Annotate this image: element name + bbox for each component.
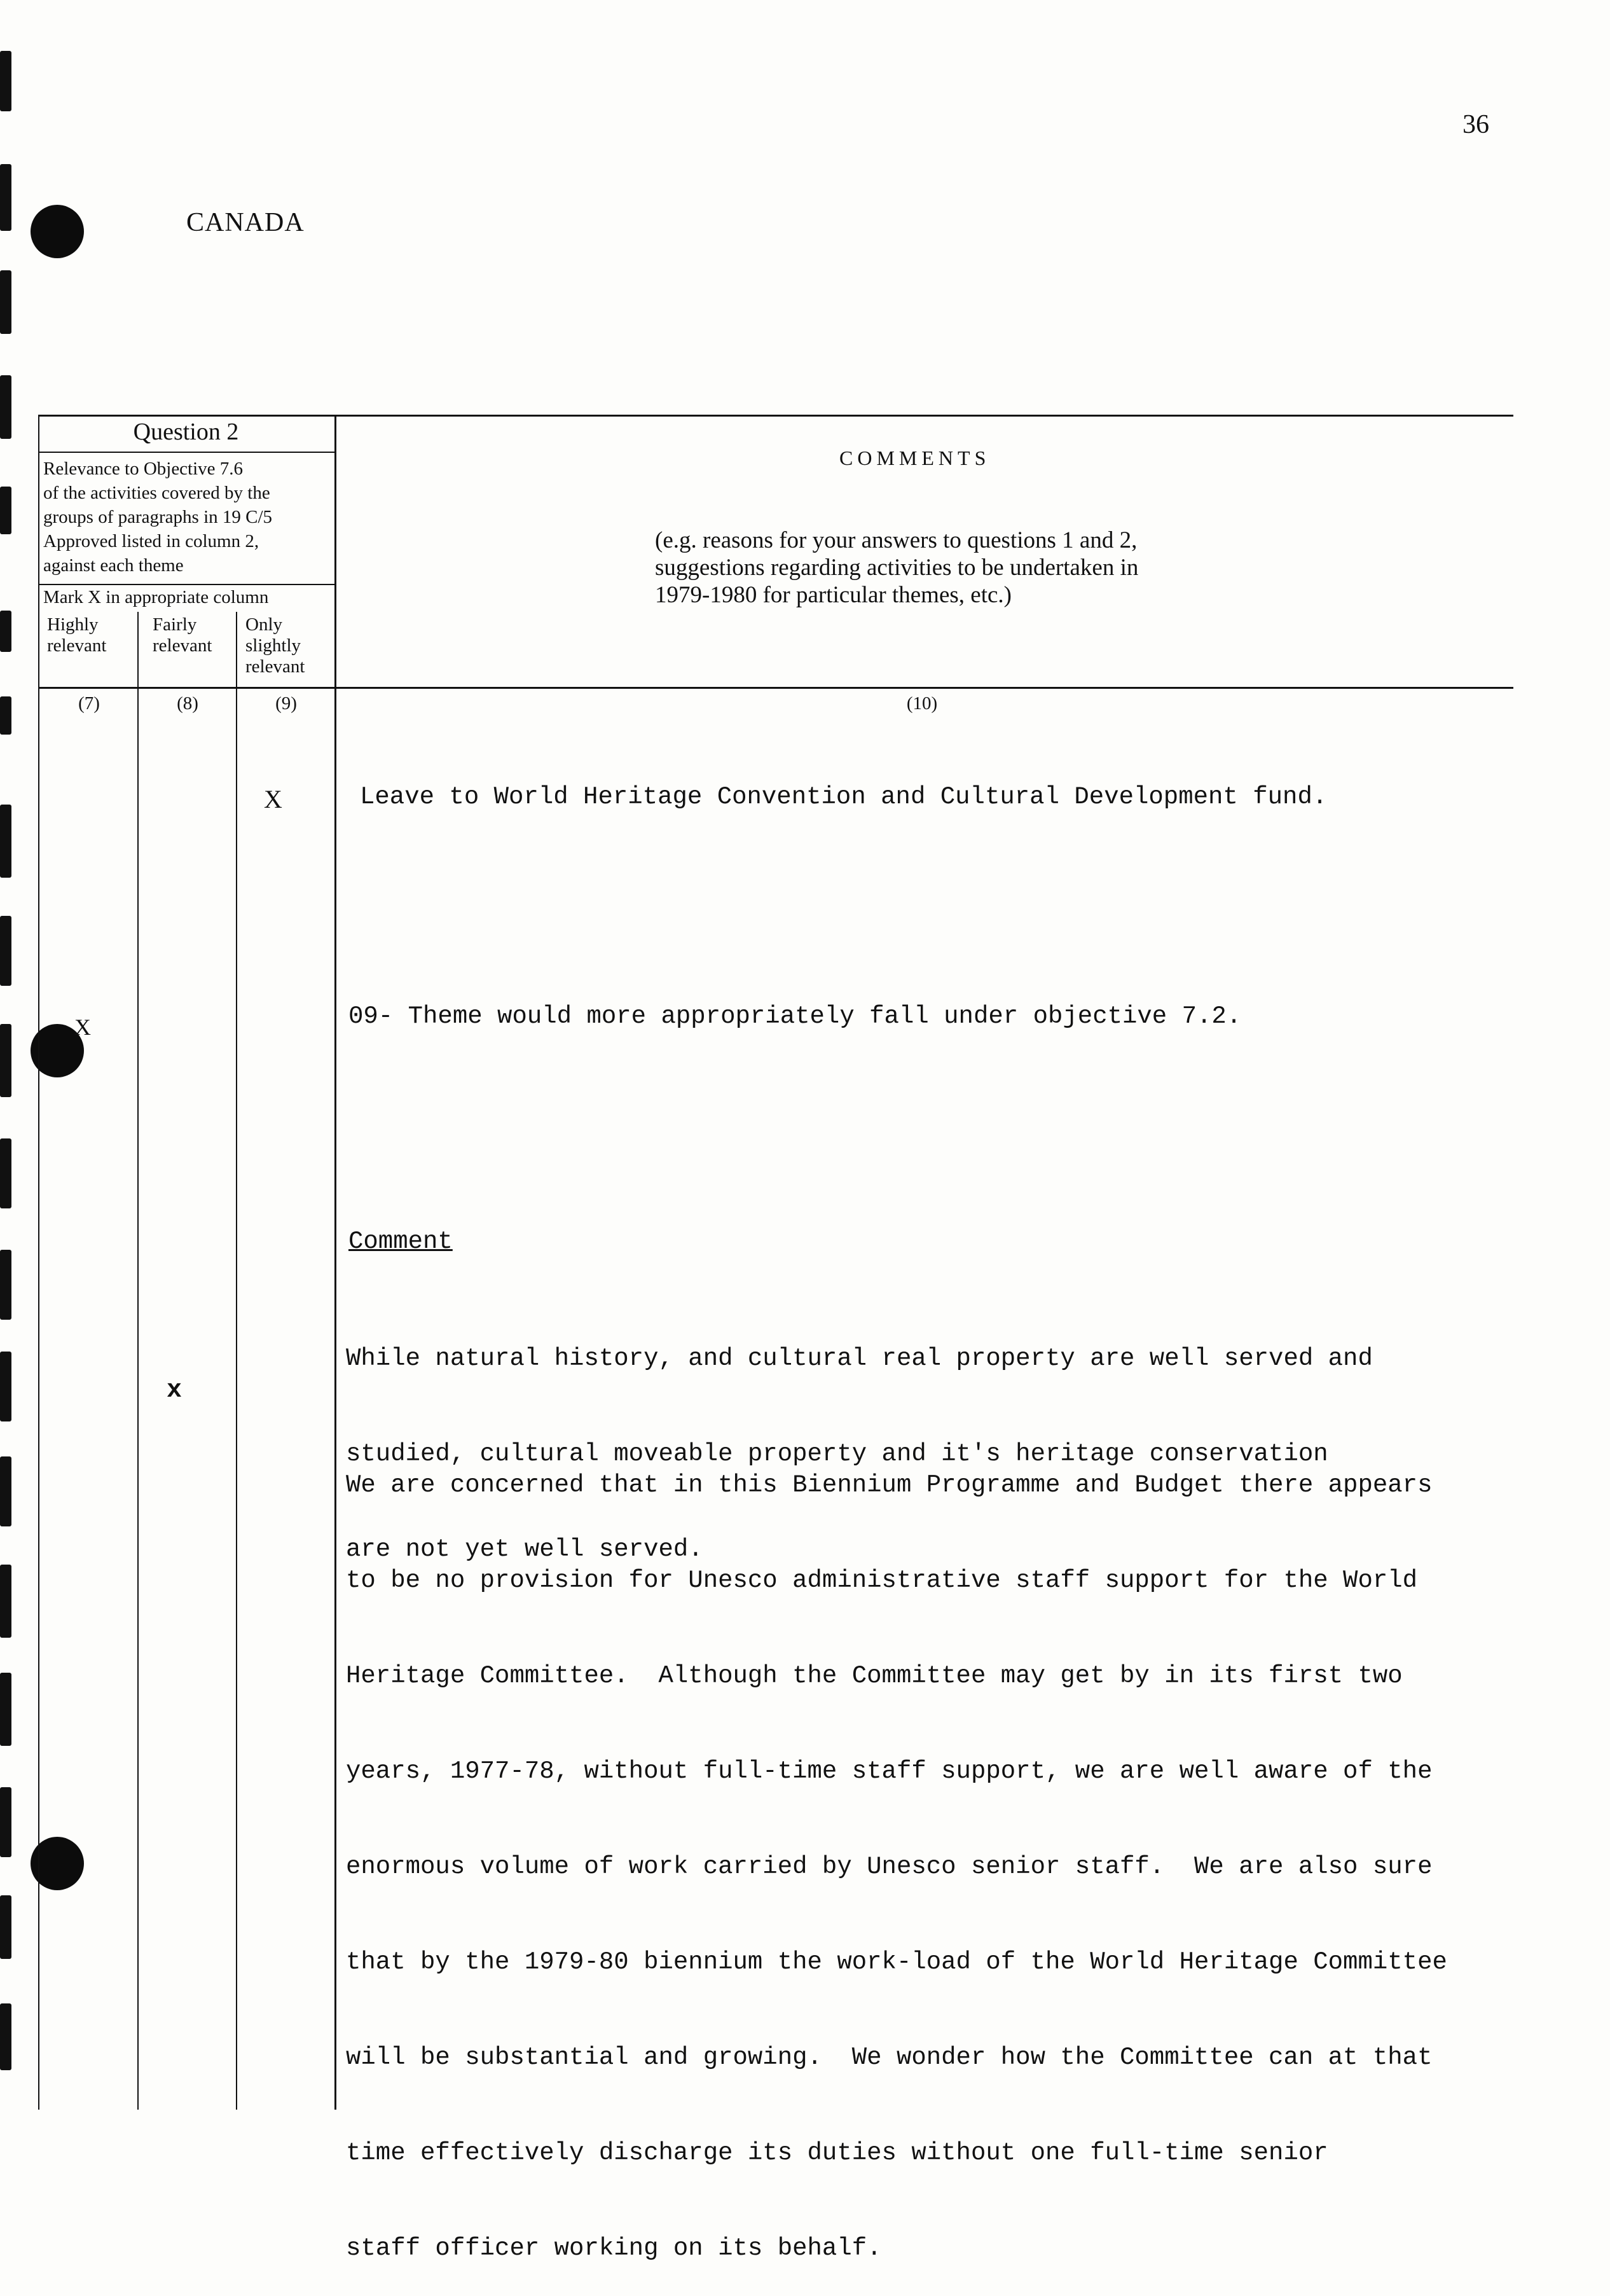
paragraph-line: are not yet well served.	[346, 1535, 703, 1563]
country-heading: CANADA	[186, 208, 305, 237]
comments-note-line: 1979-1980 for particular themes, etc.)	[655, 582, 1012, 608]
column-header-highly-relevant	[47, 614, 106, 656]
relevance-rule	[38, 584, 336, 585]
comments-column-rule	[334, 415, 336, 2110]
binder-bar	[0, 164, 11, 231]
binder-bar	[0, 487, 11, 534]
paragraph-line: studied, cultural moveable property and it's heritage conservation	[346, 1440, 1328, 1468]
relevance-line: Relevance to Objective 7.6	[43, 459, 244, 479]
column-label: relevant	[153, 635, 212, 656]
paragraph-line: We are concerned that in this Biennium Programme and Budget there appears	[346, 1471, 1433, 1499]
column-rule	[137, 612, 139, 2110]
comment-text: Leave to World Heritage Convention and Cultural Development fund.	[360, 783, 1328, 811]
binder-bar	[0, 805, 11, 878]
table-top-rule	[38, 415, 1513, 417]
column-label: relevant	[47, 635, 107, 656]
relevance-line: Approved listed in column 2,	[43, 531, 259, 551]
binder-bar	[0, 1673, 11, 1746]
punch-hole	[31, 205, 84, 258]
binder-bar	[0, 696, 11, 735]
paragraph-line: years, 1977-78, without full-time staff support, we are well aware of the	[346, 1757, 1433, 1785]
comments-instructions	[655, 527, 1138, 609]
binder-bar	[0, 1250, 11, 1320]
column-label: Only	[245, 614, 282, 635]
column-label: relevant	[245, 656, 305, 677]
comment-paragraph	[346, 1406, 1447, 2296]
relevance-mark: X	[264, 785, 282, 813]
binder-bar	[0, 2003, 11, 2070]
binder-bar	[0, 51, 11, 111]
column-header-fairly-relevant	[153, 614, 212, 656]
relevance-line: groups of paragraphs in 19 C/5	[43, 507, 273, 527]
header-bottom-rule	[38, 687, 1513, 689]
column-rule	[236, 612, 237, 2110]
question-title: Question 2	[133, 418, 239, 445]
binder-bar	[0, 1456, 11, 1526]
relevance-line: against each theme	[43, 555, 184, 576]
question-title-rule	[38, 452, 336, 453]
binder-bar	[0, 375, 11, 439]
column-header-slightly-relevant	[245, 614, 305, 677]
paragraph-line: Heritage Committee. Although the Committee may get by in its first two	[346, 1662, 1403, 1690]
paragraph-line: that by the 1979-80 biennium the work-load of the World Heritage Committee	[346, 1948, 1447, 1976]
relevance-mark: X	[74, 1014, 91, 1040]
comment-text: 09- Theme would more appropriately fall under objective 7.2.	[348, 1002, 1242, 1030]
column-number: (10)	[906, 693, 938, 714]
paragraph-line: will be substantial and growing. We wonder how the Committee can at that	[346, 2044, 1433, 2071]
relevance-line: of the activities covered by the	[43, 483, 270, 503]
column-label: Fairly	[153, 614, 197, 635]
relevance-mark: x	[167, 1376, 182, 1405]
binder-bar	[0, 1895, 11, 1959]
binder-bar	[0, 1787, 11, 1857]
binder-bar	[0, 1024, 11, 1097]
comment-heading: Comment	[348, 1228, 453, 1255]
paragraph-line: to be no provision for Unesco administrative staff support for the World	[346, 1566, 1418, 1594]
paragraph-line: time effectively discharge its duties without one full-time senior	[346, 2139, 1328, 2167]
paragraph-line: staff officer working on its behalf.	[346, 2234, 882, 2262]
column-number: (7)	[78, 693, 100, 714]
column-number: (9)	[275, 693, 297, 714]
binder-bar	[0, 611, 11, 652]
relevance-description	[43, 457, 336, 577]
column-label: Highly	[47, 614, 99, 635]
binder-bar	[0, 916, 11, 986]
mark-instruction: Mark X in appropriate column	[43, 587, 269, 607]
binder-bar	[0, 1352, 11, 1421]
binder-bar	[0, 270, 11, 334]
comments-note-line: (e.g. reasons for your answers to questions 1 and 2,	[655, 527, 1138, 553]
comments-note-line: suggestions regarding activities to be undertaken in	[655, 555, 1139, 581]
comments-title: COMMENTS	[839, 446, 991, 469]
paragraph-line: enormous volume of work carried by Unesco senior staff. We are also sure	[346, 1853, 1433, 1881]
table-left-rule	[38, 415, 39, 2110]
binder-bar	[0, 1565, 11, 1638]
column-number: (8)	[177, 693, 198, 714]
binder-bar	[0, 1138, 11, 1208]
column-label: slightly	[245, 635, 301, 656]
page-number: 36	[1462, 110, 1489, 139]
paragraph-line: While natural history, and cultural real property are well served and	[346, 1345, 1373, 1373]
